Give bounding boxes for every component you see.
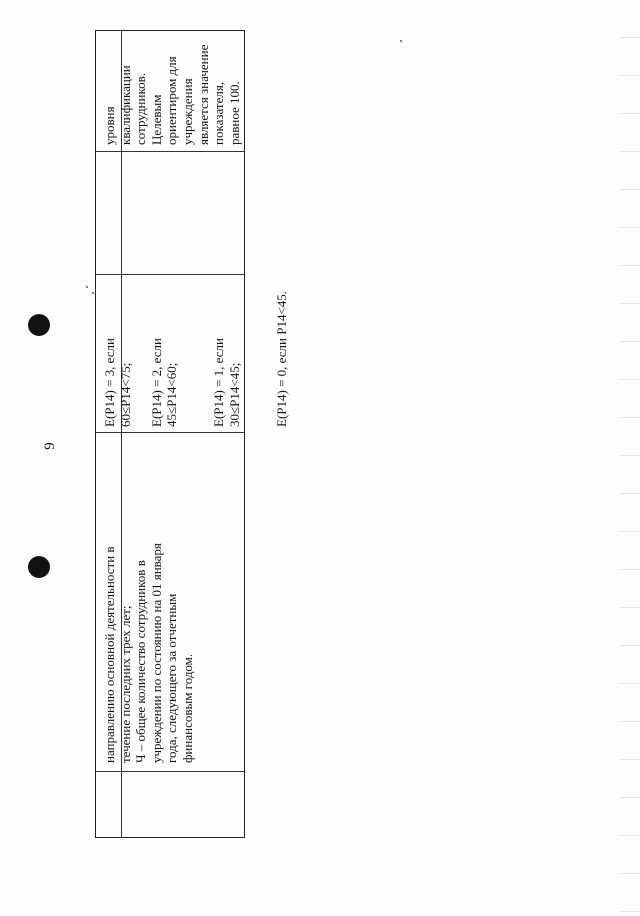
punch-hole-top: [28, 314, 50, 336]
cell-divider: [96, 151, 244, 152]
scan-speck: [92, 292, 94, 294]
table-row-rotated: [95, 30, 289, 838]
scoring-cell-text: E(P14) = 3, если 60≤P14<75; E(P14) = 2, если 45≤P14<60; E(P14) = 1, если 30≤P14<45; E(P14) = 0, если P14<45.: [102, 290, 289, 427]
description-cell-text: направлению основной деятельности в течение последних трех лет; Ч – общее количество сотрудников в учреждении по состоянию на 01 января года, следующего за отчетным финансовым годом.: [102, 543, 195, 763]
scan-speck: [400, 40, 402, 42]
punch-hole-bottom: [28, 556, 50, 578]
cell-divider: [96, 274, 244, 275]
cell-divider: [96, 771, 244, 772]
scan-edge-noise: [620, 0, 640, 916]
page-number: 9: [42, 442, 58, 450]
cell-divider: [96, 432, 244, 433]
comment-cell-text: уровня квалификации сотрудников. Целевым ориентиром для учреждения является значение показателя, равное 100.: [102, 44, 242, 145]
scan-speck: [86, 286, 88, 288]
